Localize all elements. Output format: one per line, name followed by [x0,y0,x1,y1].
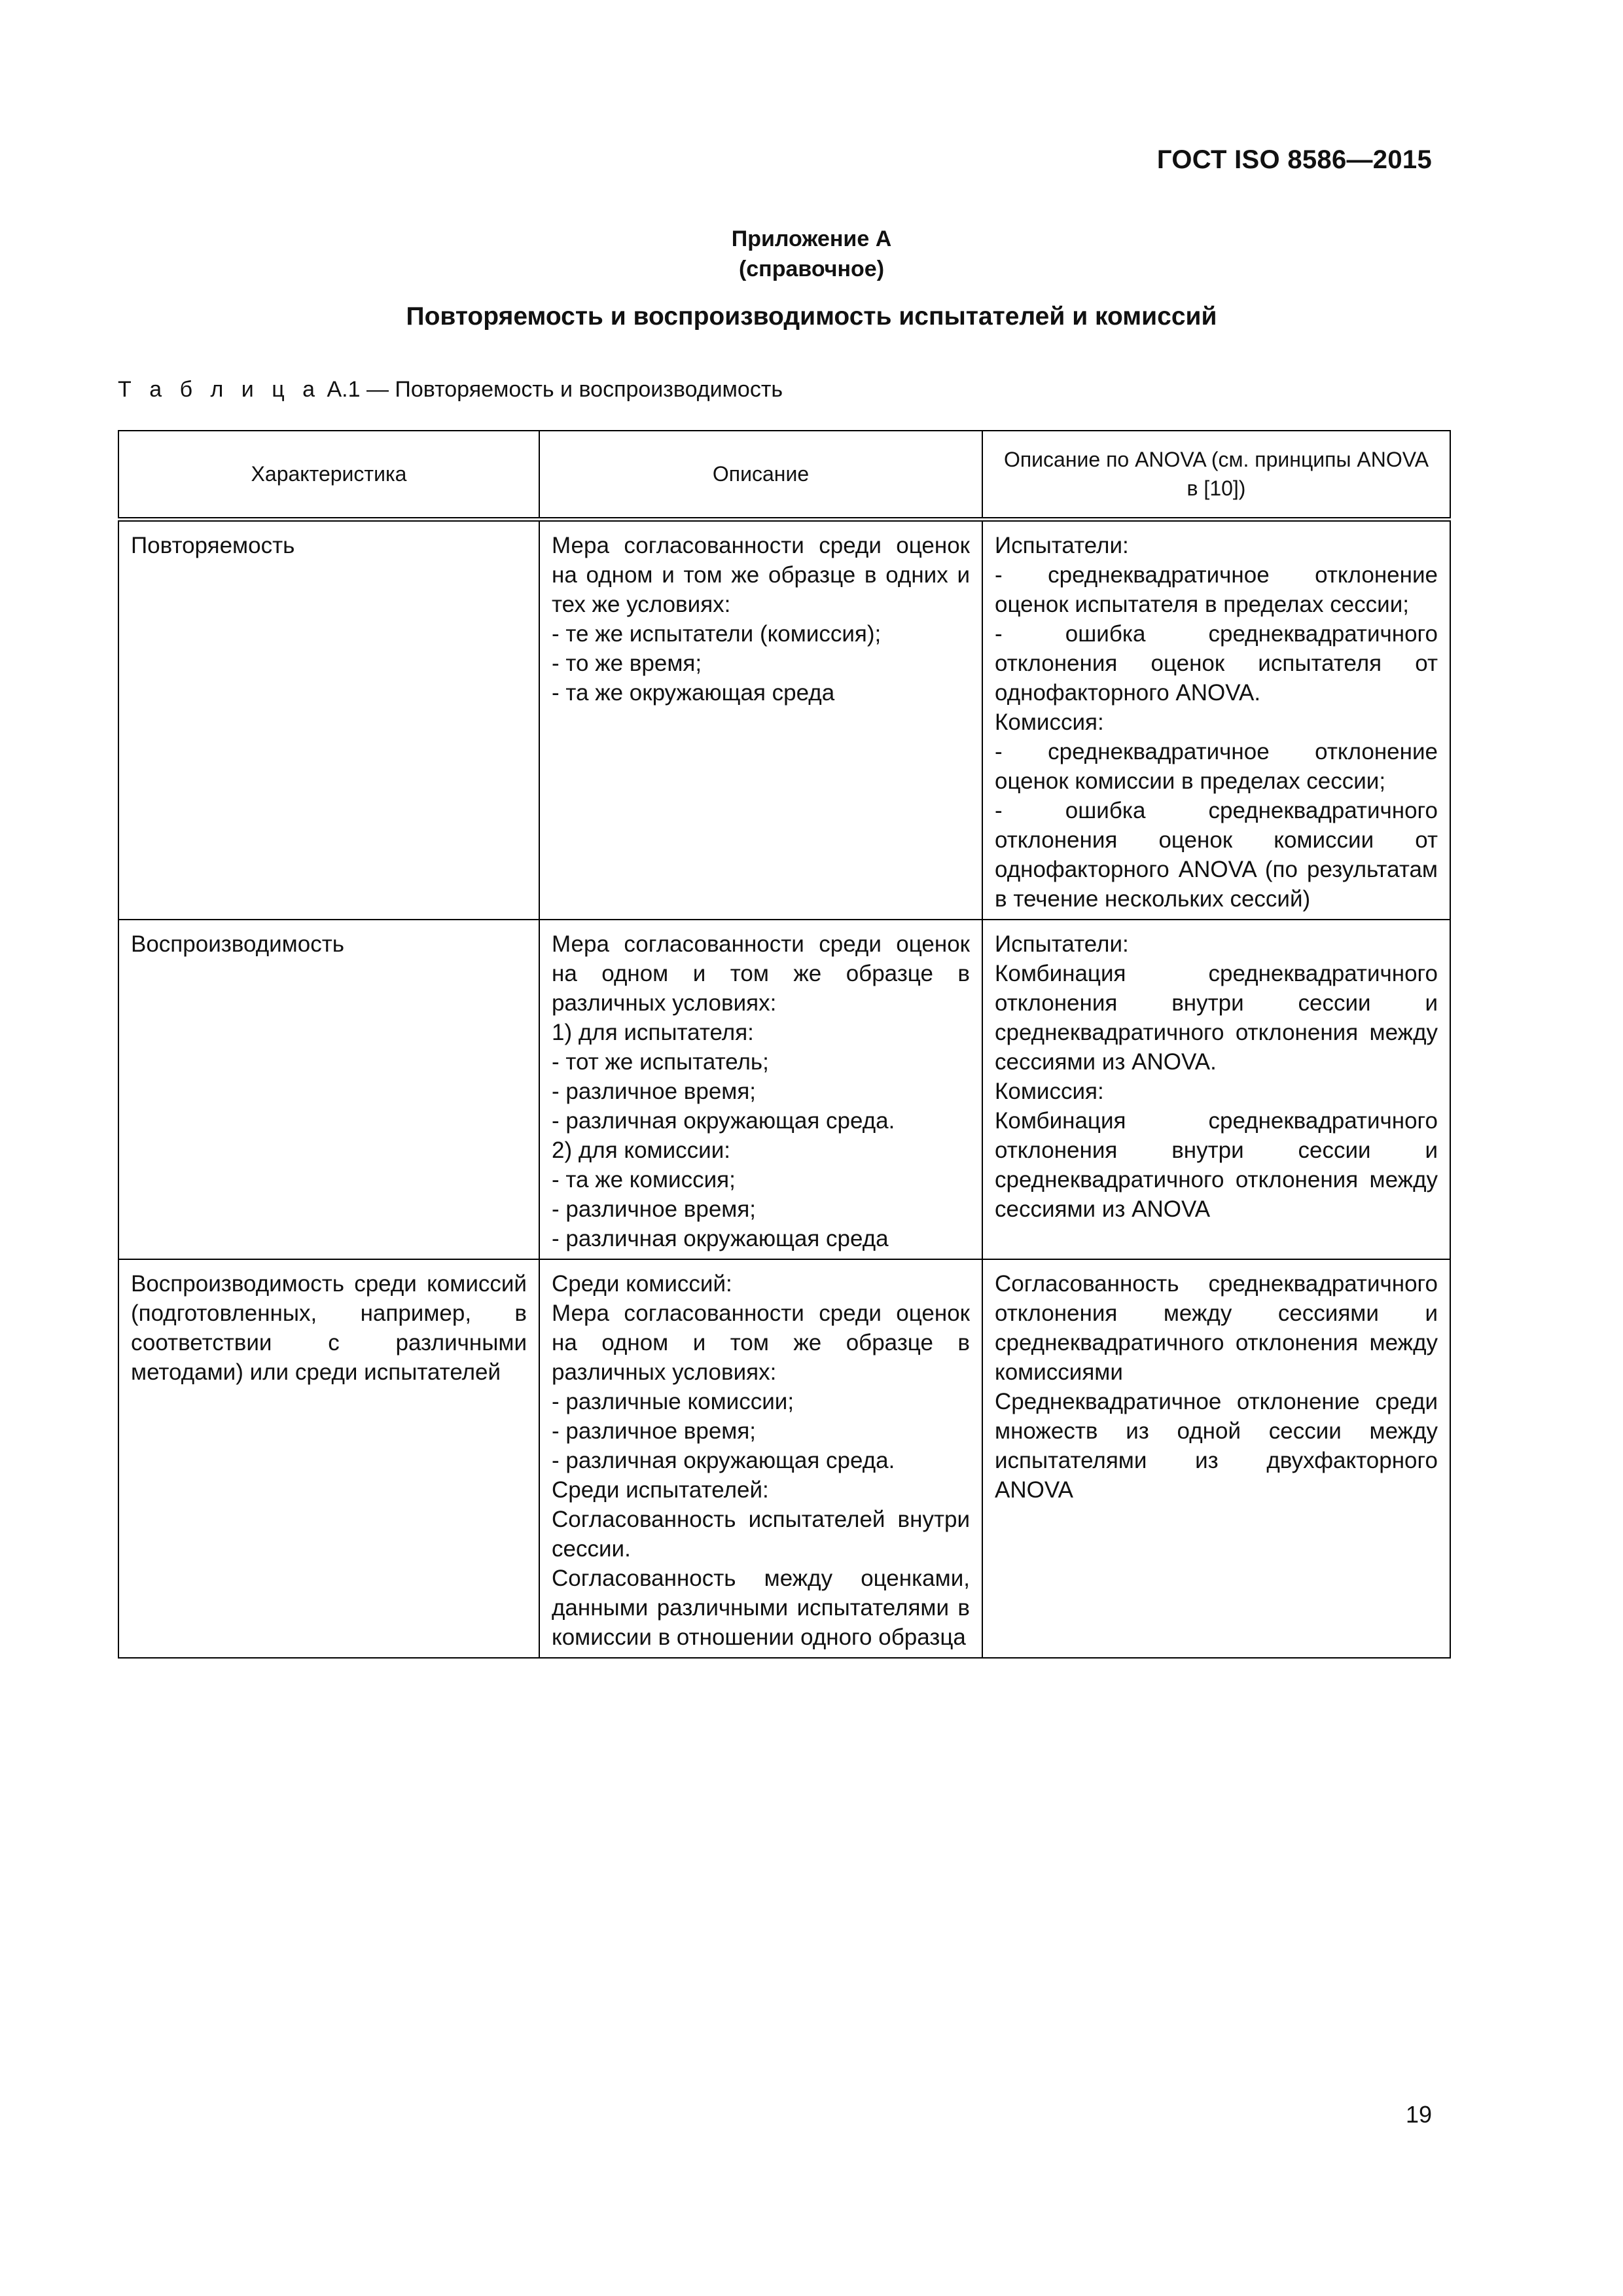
cell-anova [982,920,1450,1259]
cell-description [539,1259,982,1658]
cell-description [539,920,982,1259]
cell-text-line: Повторяемость [131,532,295,558]
table-header-row [118,431,1450,519]
cell-text-line: - различная окружающая среда. [552,1107,895,1134]
cell-text-line: Испытатели: [995,931,1129,957]
annex-title: Повторяемость и воспроизводимость испытателей и комиссий [406,302,1217,331]
column-header-anova: Описание по ANOVA (см. принципы ANOVA в [10]) [982,431,1450,519]
cell-text-line: Согласованность между оценками, данными различными испытателями в комиссии в отношении одного образца [552,1565,970,1650]
cell-text-line: - среднеквадратичное отклонение оценок комиссии в пределах сессии; [995,738,1438,794]
cell-text-line: - ошибка среднеквадратичного отклонения оценок комиссии от однофакторного ANOVA (по результатам в течение нескольких сессий) [995,797,1438,912]
cell-description [539,519,982,920]
table-caption-text: А.1 — Повторяемость и воспроизводимость [321,377,783,402]
cell-text-line: - то же время; [552,650,702,676]
cell-text-line: - различная окружающая среда [552,1225,889,1251]
table-row [118,920,1450,1259]
cell-text-line: - ошибка среднеквадратичного отклонения оценок испытателя от однофакторного ANOVA. [995,620,1438,706]
cell-text-line: Комбинация среднеквадратичного отклонения внутри сессии и среднеквадратичного отклонения между сессиями из ANOVA. [995,960,1438,1075]
cell-text-line: Воспроизводимость среди комиссий (подготовленных, например, в соответствии с различными методами) или среди испытателей [131,1270,527,1385]
annex-type: (справочное) [738,257,885,281]
cell-text-line: - различные комиссии; [552,1388,794,1414]
column-header-description: Описание [539,431,982,519]
annex-label: Приложение А [731,226,892,251]
table-row [118,1259,1450,1658]
cell-characteristic [118,519,539,920]
cell-text-line: Комиссия: [995,1078,1104,1104]
cell-text-line: Мера согласованности среди оценок на одном и том же образце в различных условиях: [552,1300,970,1385]
cell-characteristic [118,920,539,1259]
cell-text-line: - тот же испытатель; [552,1049,769,1075]
cell-text-line: 2) для комиссии: [552,1137,730,1163]
annex-heading [0,224,1623,284]
cell-text-line: Среди испытателей: [552,1477,769,1503]
document-code: ГОСТ ISO 8586—2015 [1156,145,1432,174]
cell-text-line: Воспроизводимость [131,931,344,957]
cell-text-line: Согласованность среднеквадратичного отклонения между сессиями и среднеквадратичного отклонения между комиссиями [995,1270,1438,1385]
cell-text-line: Испытатели: [995,532,1129,558]
cell-characteristic [118,1259,539,1658]
table-caption-label: Т а б л и ц а [118,377,321,402]
cell-text-line: - те же испытатели (комиссия); [552,620,882,647]
cell-text-line: Комбинация среднеквадратичного отклонения внутри сессии и среднеквадратичного отклонения между сессиями из ANOVA [995,1107,1438,1222]
cell-text-line: Мера согласованности среди оценок на одном и том же образце в различных условиях: [552,931,970,1016]
cell-text-line: - та же окружающая среда [552,679,835,706]
cell-anova [982,1259,1450,1658]
cell-text-line: - та же комиссия; [552,1166,736,1193]
table-caption [118,377,783,403]
cell-text-line: Комиссия: [995,709,1104,735]
cell-text-line: 1) для испытателя: [552,1019,754,1045]
repeatability-table [118,430,1451,1659]
cell-text-line: Согласованность испытателей внутри сессии. [552,1506,970,1562]
cell-text-line: Среднеквадратичное отклонение среди множеств из одной сессии между испытателями из двухфакторного ANOVA [995,1388,1438,1503]
cell-text-line: - различное время; [552,1078,757,1104]
cell-text-line: - среднеквадратичное отклонение оценок испытателя в пределах сессии; [995,562,1438,617]
cell-text-line: - различное время; [552,1196,757,1222]
cell-text-line: - различное время; [552,1418,757,1444]
page-number: 19 [1405,2101,1432,2128]
column-header-characteristic: Характеристика [118,431,539,519]
cell-text-line: Мера согласованности среди оценок на одном и том же образце в одних и тех же условиях: [552,532,970,617]
cell-anova [982,519,1450,920]
cell-text-line: Среди комиссий: [552,1270,732,1297]
table-row [118,519,1450,920]
cell-text-line: - различная окружающая среда. [552,1447,895,1473]
